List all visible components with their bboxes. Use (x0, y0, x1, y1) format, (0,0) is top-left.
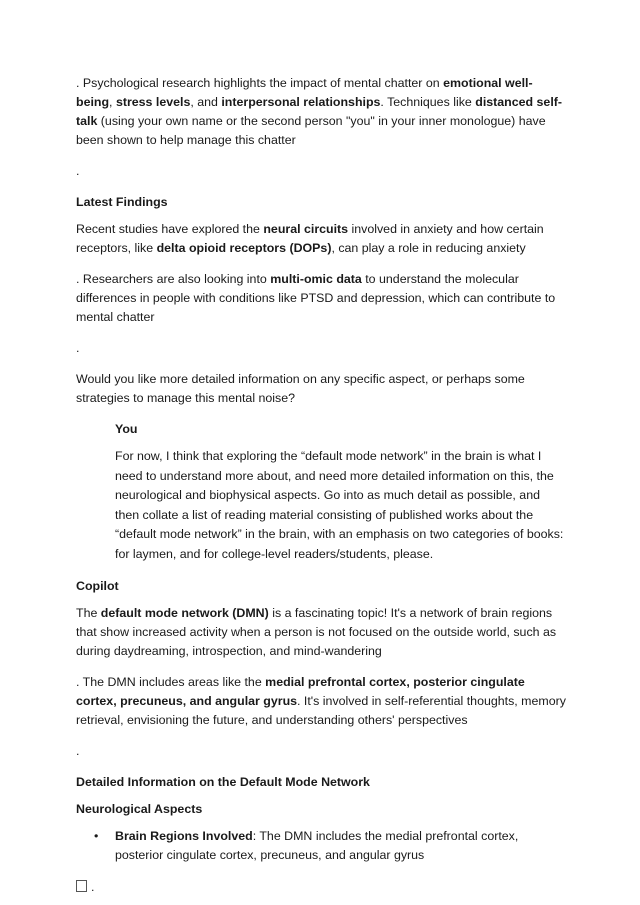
stray-period: . (76, 743, 80, 758)
bold-term: neural circuits (263, 222, 349, 236)
bold-term: emotional well-being (76, 76, 533, 109)
paragraph-dmn-intro: The default mode network (DMN) is a fascinating topic! It's a network of brain regions that show increased activity when a person is not focused on the outside world, such as during daydreaming, introspection, and mind-wandering (76, 605, 557, 658)
stray-period: . (76, 341, 80, 355)
bold-term: default mode network (DMN) (100, 605, 269, 620)
trailing-line (76, 878, 566, 897)
heading-latest-findings: Latest Findings (76, 195, 168, 209)
paragraph-neural-circuits: Recent studies have explored the neural circuits involved in anxiety and how certain receptors, like delta opioid receptors (DOPs), can play a role in reducing anxiety (76, 222, 544, 255)
bold-term: stress levels (115, 95, 191, 109)
bold-term: medial prefrontal cortex, posterior cingulate cortex, precuneus, and angular gyrus (76, 674, 525, 708)
bold-term: Brain Regions Involved (115, 828, 253, 843)
bold-term: distanced self-talk (76, 95, 563, 128)
paragraph-multi-omic: . Researchers are also looking into multi-omic data to understand the molecular differences in people with conditions like PTSD and depression, which can contribute to mental chatter (76, 272, 556, 324)
paragraph-dmn-areas: . The DMN includes areas like the medial prefrontal cortex, posterior cingulate cortex, precuneus, and angular gyrus. It's involved in self-referential thoughts, memory retrieval, envisioning the future, and understanding others' perspectives (76, 674, 566, 727)
bold-term: interpersonal relationships (221, 95, 381, 109)
trailing-period: . (91, 879, 95, 894)
speaker-label-you: You (115, 422, 138, 436)
stray-period: . (76, 164, 80, 178)
missing-glyph-icon (76, 880, 87, 892)
paragraph-follow-up-question: Would you like more detailed information on any specific aspect, or perhaps some strategies to manage this mental noise? (76, 372, 525, 405)
bullet-marker: • (94, 828, 99, 843)
bullet-list-item (94, 827, 566, 865)
bold-term: multi-omic data (270, 272, 362, 286)
bold-term: delta opioid receptors (DOPs) (156, 241, 332, 255)
user-message-text: For now, I think that exploring the “default mode network” in the brain is what I need to understand more about, and need more detailed information on this, the neurological and biophysical aspects. Go into as much detail as possible, and then collate a list of reading material consisting of published works about the “default mode network” in the brain, with an emphasis on two categories of books: for laymen, and for college-level readers/students, please. (115, 449, 564, 561)
paragraph-mental-chatter: . Psychological research highlights the impact of mental chatter on emotional well-being, stress levels, and interpersonal relationships. Techniques like distanced self-talk (using your own name or the second person "you" in your inner monologue) have been shown to help manage this chatter (76, 76, 563, 147)
speaker-label-copilot: Copilot (76, 578, 119, 593)
document-page (76, 74, 566, 897)
bullet-text-brain-regions: Brain Regions Involved: The DMN includes the medial prefrontal cortex, posterior cingulate cortex, precuneus, and angular gyrus (115, 828, 519, 862)
heading-neurological-aspects: Neurological Aspects (76, 801, 203, 816)
heading-detailed-information: Detailed Information on the Default Mode Network (76, 774, 370, 789)
